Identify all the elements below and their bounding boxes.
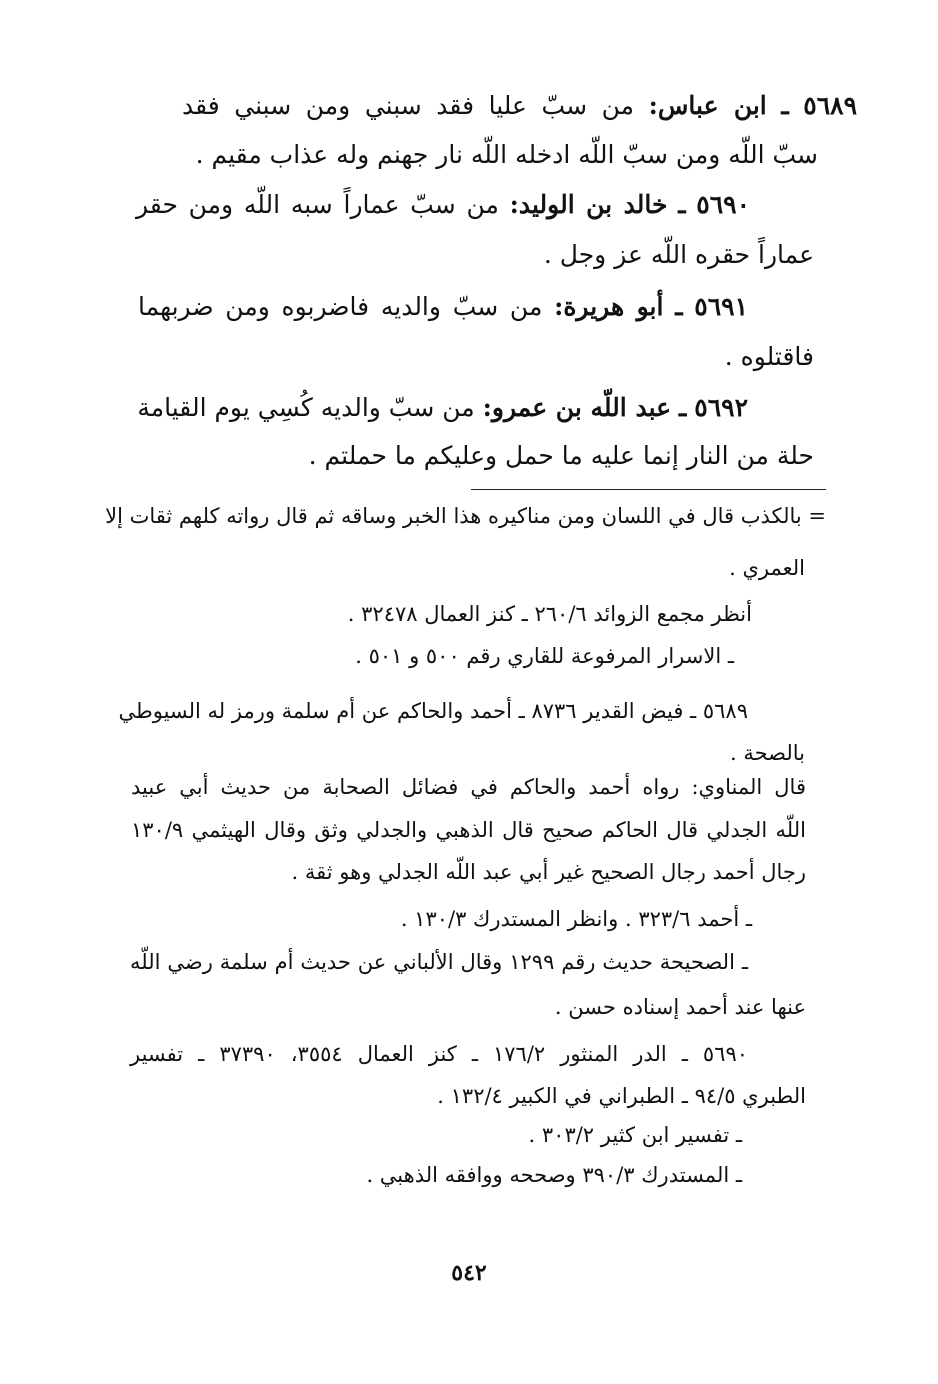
- footnote-line: عنها عند أحمد إسناده حسن .: [554, 995, 806, 1019]
- hadith-narrator: ابن عباس:: [648, 91, 767, 120]
- footnote-line: ـ أحمد ٣٢٣/٦ . وانظر المستدرك ١٣٠/٣ .: [400, 907, 752, 931]
- hadith-5692-line-2: [309, 441, 814, 471]
- footnote-line: ـ الصحيحة حديث رقم ١٢٩٩ وقال الألباني عن حديث أم سلمة رضي اللّه: [130, 950, 748, 974]
- footnote-separator: [471, 489, 826, 490]
- hadith-number: ٥٦٩١: [694, 292, 749, 321]
- separator-dash: ـ: [678, 190, 686, 219]
- hadith-text: من سبّ عليا فقد سبني ومن سبني فقد: [182, 91, 635, 120]
- hadith-number: ٥٦٨٩: [803, 91, 857, 120]
- hadith-text-continued: عماراً حقره اللّه عز وجل .: [543, 240, 814, 269]
- hadith-5690-line-2: [544, 240, 814, 270]
- separator-dash: ـ: [781, 91, 789, 120]
- hadith-5690-line-1: [136, 190, 750, 220]
- footnote-line: اللّه الجدلي قال الحاكم صحيح قال الذهبي والجدلي وثق وقال الهيثمي ١٣٠/٩: [131, 818, 806, 842]
- hadith-text: من سبّ والديه فاضربوه ومن ضربهما: [138, 292, 543, 321]
- footnote-line: رجال أحمد رجال الصحيح غير أبي عبد اللّه الجدلي وهو ثقة .: [291, 860, 806, 884]
- page-number: ٥٤٢: [451, 1260, 487, 1286]
- footnote-line: الطبري ٩٤/٥ ـ الطبراني في الكبير ١٣٢/٤ .: [437, 1084, 806, 1108]
- footnote-line: بالصحة .: [729, 741, 805, 765]
- hadith-text-continued: سبّ اللّه ومن سبّ اللّه ادخله اللّه نار جهنم وله عذاب مقيم .: [195, 140, 818, 169]
- hadith-narrator: عبد اللّه بن عمرو:: [482, 393, 672, 422]
- hadith-number: ٥٦٩٢: [694, 393, 748, 422]
- hadith-number: ٥٦٩٠: [696, 190, 750, 219]
- footnote-line: قال المناوي: رواه أحمد والحاكم في فضائل الصحابة من حديث أبي عبيد: [131, 775, 806, 799]
- footnote-line: ـ تفسير ابن كثير ٣٠٣/٢ .: [528, 1123, 742, 1147]
- separator-dash: ـ: [675, 292, 683, 321]
- hadith-text: من سبّ والديه كُسِي يوم القيامة: [137, 393, 475, 422]
- footnote-line: ـ المستدرك ٣٩٠/٣ وصححه ووافقه الذهبي .: [366, 1163, 742, 1187]
- hadith-text: من سبّ عماراً سبه اللّه ومن حقر: [136, 190, 499, 219]
- footnote-line: ـ الاسرار المرفوعة للقاري رقم ٥٠٠ و ٥٠١ .: [355, 644, 734, 668]
- footnote-line: العمري .: [729, 556, 805, 580]
- hadith-5689-line-2: [196, 140, 818, 170]
- hadith-text-continued: حلة من النار إنما عليه ما حمل وعليكم ما حملتم .: [308, 441, 814, 470]
- footnote-line: ٥٦٨٩ ـ فيض القدير ٨٧٣٦ ـ أحمد والحاكم عن أم سلمة ورمز له السيوطي: [118, 699, 748, 723]
- hadith-5689-line-1: [182, 91, 857, 121]
- footnote-line: = بالكذب قال في اللسان ومن مناكيره هذا الخبر وساقه ثم قال رواته كلهم ثقات إلا: [105, 504, 826, 528]
- separator-dash: ـ: [679, 393, 687, 422]
- footnote-line: أنظر مجمع الزوائد ٢٦٠/٦ ـ كنز العمال ٣٢٤٧٨ .: [347, 602, 752, 626]
- hadith-narrator: خالد بن الوليد:: [509, 190, 668, 219]
- hadith-5691-line-2: [725, 342, 814, 372]
- hadith-5692-line-1: [138, 393, 748, 423]
- hadith-narrator: أبو هريرة:: [554, 292, 664, 321]
- hadith-5691-line-1: [138, 292, 748, 322]
- hadith-text-continued: فاقتلوه .: [724, 342, 814, 371]
- footnote-line: ٥٦٩٠ ـ الدر المنثور ١٧٦/٢ ـ كنز العمال ٣٥٥٤، ٣٧٣٩٠ ـ تفسير: [130, 1042, 749, 1066]
